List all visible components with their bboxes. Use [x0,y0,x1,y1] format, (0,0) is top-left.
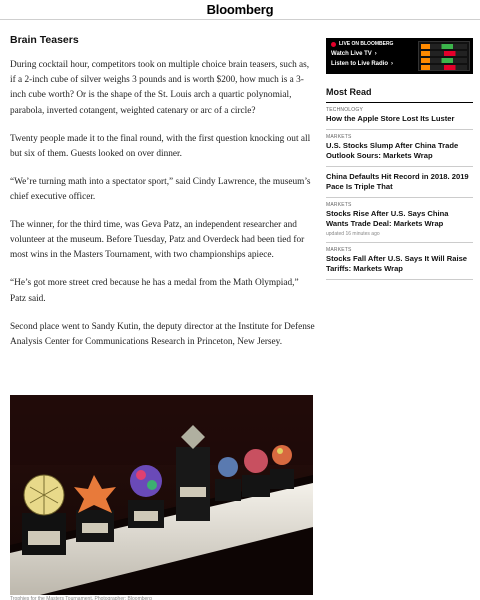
section-title: Brain Teasers [10,34,79,46]
article-body [10,34,315,363]
article-paragraph: Twenty people made it to the final round, with the first question knocking out all but six of them. Guests looked on over dinner. [10,133,311,159]
item-category: MARKETS [326,134,352,140]
item-headline[interactable]: China Defaults Hit Record in 2018. 2019 Pace Is Triple That [326,172,469,191]
item-headline[interactable]: U.S. Stocks Slump After China Trade Outlook Sours: Markets Wrap [326,141,459,160]
item-headline[interactable]: Stocks Rise After U.S. Says China Wants Trade Deal: Markets Wrap [326,209,449,228]
item-category: TECHNOLOGY [326,107,364,113]
item-category: MARKETS [326,247,352,253]
most-read-heading: Most Read [326,87,473,103]
most-read-item[interactable] [326,130,473,167]
top-bar [0,0,480,20]
article-paragraph: “We’re turning math into a spectator sport,” said Cindy Lawrence, the museum’s chief executive officer. [10,176,311,203]
live-dot-icon [331,42,336,47]
article-paragraph: “He’s got more street cred because he has a medal from the Math Olympiad,” Patz said. [10,278,299,304]
most-read-item[interactable] [326,103,473,130]
most-read-item[interactable] [326,243,473,280]
item-headline[interactable]: Stocks Fall After U.S. Says It Will Raise Tariffs: Markets Wrap [326,254,468,273]
item-headline[interactable]: How the Apple Store Lost Its Luster [326,114,455,123]
article-paragraph: Second place went to Sandy Kutin, the deputy director at the Institute for Defense Analysis Center for Communications Research in Princeton, New Jersey. [10,321,315,347]
live-on-bloomberg-widget[interactable] [326,38,473,74]
trophies-illustration [10,395,313,595]
trophies-photo [10,395,313,595]
most-read-item[interactable] [326,167,473,198]
article-paragraph: The winner, for the third time, was Geva Patz, an independent researcher and volunteer at the museum. Before Tuesday, Patz and Overdeck had been tied for most wins in the Masters Tournament, with two championships apiece. [10,220,305,261]
item-category: MARKETS [326,202,352,208]
chevron-right-icon: › [391,61,394,67]
most-read-item[interactable] [326,198,473,243]
bloomberg-logo[interactable]: Bloomberg [206,2,274,17]
market-ticker-thumbnail [418,41,470,71]
chevron-right-icon: › [374,51,377,57]
live-label: LIVE ON BLOOMBERG [339,41,394,47]
photo-caption: Trophies for the Masters Tournament. Photographer: Bloomberg [10,596,152,600]
item-updated-time: updated 16 minutes ago [326,231,380,237]
watch-live-tv-link[interactable]: Watch Live TV › [331,51,377,57]
sidebar [326,38,473,280]
article-paragraph: During cocktail hour, competitors took on multiple choice brain teasers, such as, if a 2-inch cube of silver weighs 3 pounds and is worth $200, how much is a 3-inch cube worth? Or is the shape of the St. Louis arch a quartic polynomial, parabola, inverted cotangent, weighted catenary or arc of a circle? [10,60,310,116]
listen-live-radio-link[interactable]: Listen to Live Radio › [331,61,394,67]
